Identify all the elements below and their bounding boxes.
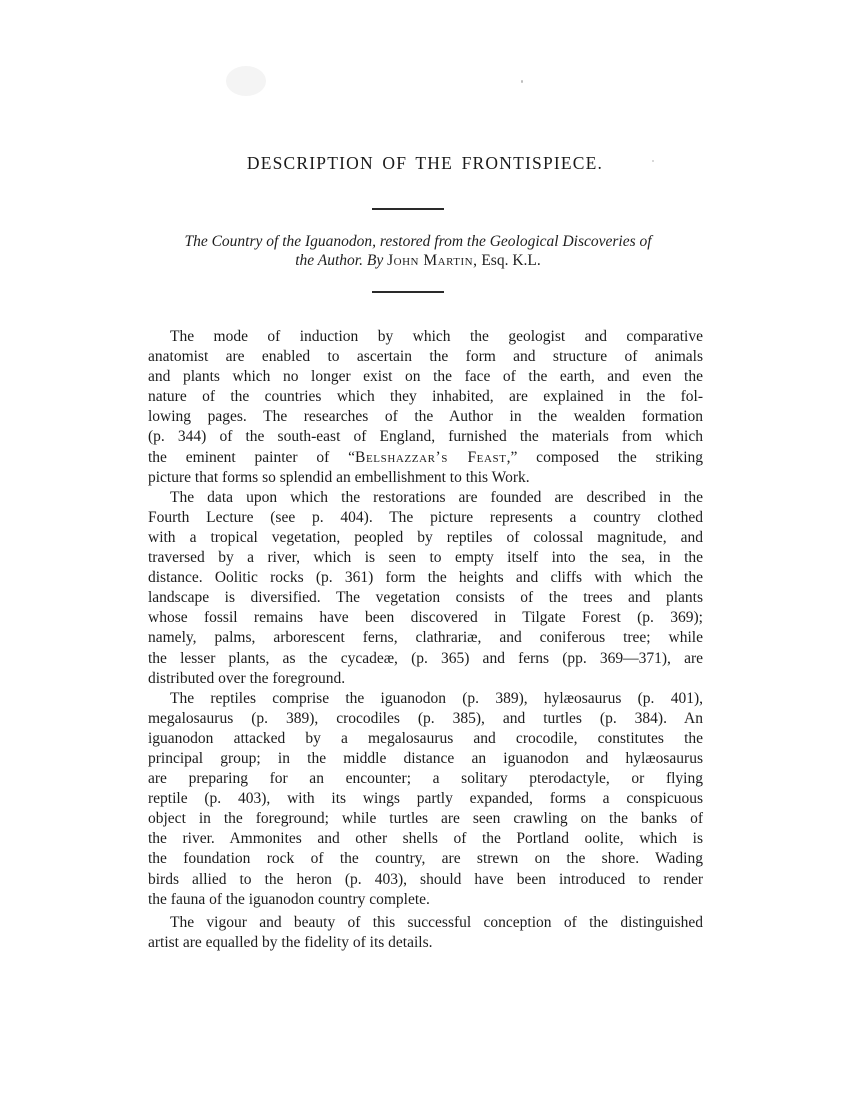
caption-author-suffix: Esq. K.L. <box>481 252 541 269</box>
paragraph-line: the eminent painter of “Belshazzar’s Feast,” composed the striking <box>148 448 704 466</box>
caption-by: By <box>366 252 384 269</box>
paragraph-line: anatomist are enabled to ascertain the form and structure of animals <box>148 348 703 366</box>
paragraph-line: whose fossil remains have been discovered in Tilgate Forest (p. 369); <box>148 609 703 627</box>
paragraph-line: distributed over the foreground. <box>148 669 346 687</box>
paragraph-line: with a tropical vegetation, peopled by reptiles of colossal magnitude, and <box>148 528 703 546</box>
paragraph-line: the river. Ammonites and other shells of the Portland oolite, which is <box>148 830 703 848</box>
title-rule-top <box>372 208 444 210</box>
paragraph-line: picture that forms so splendid an embellishment to this Work. <box>148 468 530 486</box>
paragraph-3 <box>148 689 703 910</box>
caption-author-name: John Martin, <box>387 252 478 269</box>
painting-title: Belshazzar’s Feast <box>355 448 507 466</box>
paper-blemish <box>226 66 266 96</box>
paragraph-line: traversed by a river, which is seen to empty itself into the sea, in the <box>148 549 703 567</box>
paragraph-line: The data upon which the restorations are founded are described in the <box>170 488 703 506</box>
paragraph-line: the foundation rock of the country, are strewn on the shore. Wading <box>148 850 703 868</box>
title-rule-bottom <box>372 291 444 293</box>
paragraph-line: and plants which no longer exist on the face of the earth, and even the <box>148 368 703 386</box>
caption-line-1: The Country of the Iguanodon, restored from the Geological Discoveries of <box>184 233 652 250</box>
paragraph-line: the fauna of the iguanodon country complete. <box>148 890 430 908</box>
paragraph-line: the lesser plants, as the cycadeæ, (p. 365) and ferns (pp. 369—371), are <box>148 649 703 667</box>
paragraph-1 <box>148 327 703 488</box>
paragraph-4 <box>148 913 703 953</box>
paragraph-line: (p. 344) of the south-east of England, furnished the materials from which <box>148 428 703 446</box>
paragraph-line: namely, palms, arborescent ferns, clathrariæ, and coniferous tree; while <box>148 629 703 647</box>
paragraph-line: landscape is diversified. The vegetation consists of the trees and plants <box>148 589 703 607</box>
paragraph-line: megalosaurus (p. 389), crocodiles (p. 385), and turtles (p. 384). An <box>148 709 703 727</box>
description-body <box>148 327 703 953</box>
paragraph-line: reptile (p. 403), with its wings partly expanded, forms a conspicuous <box>148 790 703 808</box>
paragraph-line: lowing pages. The researches of the Author in the wealden formation <box>148 408 703 426</box>
page-title: DESCRIPTION OF THE FRONTISPIECE. <box>246 153 604 173</box>
paragraph-line: birds allied to the heron (p. 403), should have been introduced to render <box>148 870 703 888</box>
paper-speck <box>521 80 523 83</box>
paragraph-line: The vigour and beauty of this successful conception of the distinguished <box>170 913 703 931</box>
paragraph-2 <box>148 488 703 689</box>
frontispiece-caption <box>118 232 718 270</box>
paragraph-line: principal group; in the middle distance an iguanodon and hylæosaurus <box>148 749 703 767</box>
paragraph-line: are preparing for an encounter; a solitary pterodactyle, or flying <box>148 770 703 788</box>
paragraph-line: The mode of induction by which the geologist and comparative <box>170 328 703 345</box>
paragraph-line: The reptiles comprise the iguanodon (p. 389), hylæosaurus (p. 401), <box>170 689 703 707</box>
caption-italic-part-2: the Author. <box>295 252 363 269</box>
paragraph-line: artist are equalled by the fidelity of its details. <box>148 933 433 951</box>
paragraph-line: Fourth Lecture (see p. 404). The picture represents a country clothed <box>148 508 703 526</box>
paragraph-line: object in the foreground; while turtles are seen crawling on the banks of <box>148 810 703 828</box>
paragraph-line: nature of the countries which they inhabited, are explained in the fol- <box>148 388 703 406</box>
paragraph-line: distance. Oolitic rocks (p. 361) form the heights and cliffs with which the <box>148 569 703 587</box>
paragraph-line: iguanodon attacked by a megalosaurus and crocodile, constitutes the <box>148 729 703 747</box>
